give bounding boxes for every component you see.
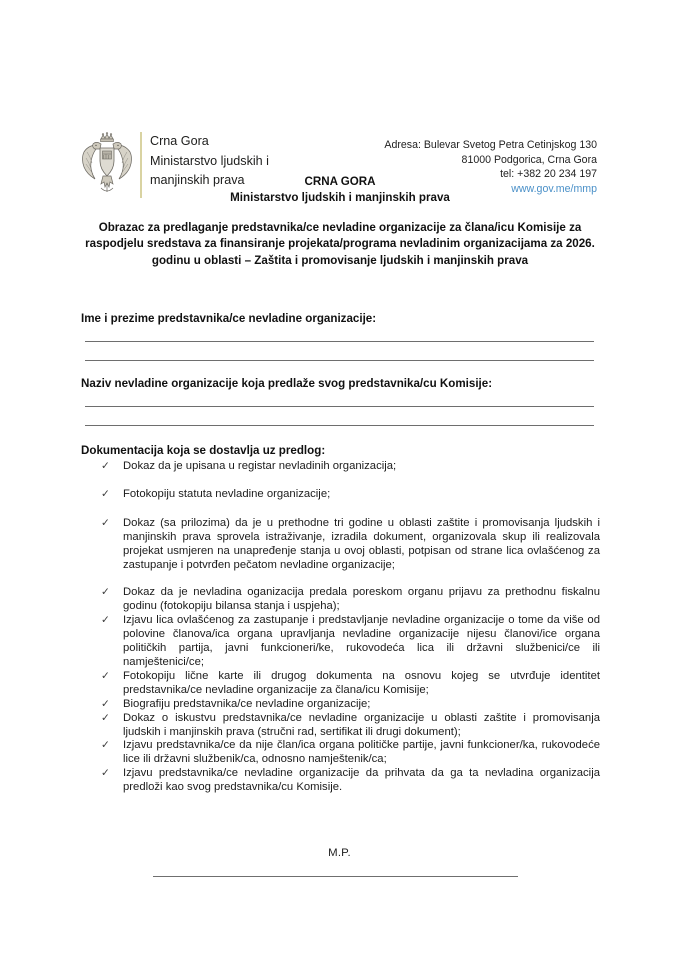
check-icon: ✓ [101, 669, 110, 682]
representative-name-input-line-1[interactable] [85, 341, 594, 342]
list-item [100, 712, 600, 740]
ministry-title: Ministarstvo ljudskih i manjinskih prava [230, 191, 450, 204]
list-item [100, 670, 600, 698]
check-icon: ✓ [101, 739, 110, 752]
address-line-street: Adresa: Bulevar Svetog Petra Cetinjskog 130 [384, 139, 597, 151]
list-item [100, 767, 600, 795]
list-item [100, 698, 600, 712]
documentation-heading: Dokumentacija koja se dostavlja uz predlog: [81, 444, 326, 457]
list-item-text: Dokaz o iskustvu predstavnika/ce nevladine organizacije u oblasti zaštite i promovisanja ljudskih i manjinskih prava (stručni rad, sertifikat ili drugi dokument); [123, 711, 600, 738]
check-icon: ✓ [101, 586, 110, 599]
check-icon: ✓ [101, 711, 110, 724]
country-title: CRNA GORA [304, 175, 376, 188]
list-item [100, 739, 600, 767]
stamp-place-label: M.P. [328, 847, 351, 859]
list-item [100, 614, 600, 670]
check-icon: ✓ [101, 767, 110, 780]
list-item [100, 460, 600, 474]
address-line-phone: tel: +382 20 234 197 [500, 168, 597, 181]
check-icon: ✓ [101, 614, 110, 627]
ministry-line-2: Ministarstvo ljudskih i [150, 153, 269, 168]
document-title-block [84, 174, 596, 206]
organization-name-input-line-2[interactable] [85, 425, 594, 426]
list-item-text: Izjavu lica ovlašćenog za zastupanje i predstavljanje nevladine organizacije o tome da više od polovine članova/ica organa upravljanja nevladine organizacije nijesu članovi/ice organa političkih partija, javni funkcioneri/ke, rukovodeća lica ili državni službenici/ce ili namještenici/ce; [123, 614, 600, 668]
list-item-text: Biografiju predstavnika/ce nevladine organizacije; [123, 697, 371, 710]
check-icon: ✓ [101, 516, 110, 529]
page-title: Obrazac za predlaganje predstavnika/ce nevladine organizacije za člana/icu Komisije za raspodjelu sredstava za finansiranje projekata/programa nevladinim organizacijama za 2026. godinu u oblasti – Zaštita i promovisanje ljudskih i manjinskih prava [85, 221, 595, 267]
documentation-list [100, 460, 600, 795]
list-item [100, 586, 600, 614]
representative-name-input-line-2[interactable] [85, 360, 594, 361]
list-item-text: Dokaz da je upisana u registar nevladinih organizacija; [123, 460, 397, 472]
address-line-city: 81000 Podgorica, Crna Gora [461, 153, 597, 166]
list-item-text: Izjavu predstavnika/ce nevladine organizacije da prihvata da ga ta nevladina organizacija predloži kao svog predstavnika/cu Komisije. [123, 767, 600, 794]
list-item-text: Dokaz da je nevladina oganizacija predala poreskom organu prijavu za prethodnu fiskalnu godinu (fotokopiju bilansa stanja i uspjeha); [123, 586, 600, 613]
check-icon: ✓ [101, 460, 110, 472]
website-link[interactable]: www.gov.me/mmp [511, 182, 597, 195]
ministry-line-3: manjinskih prava [150, 173, 245, 187]
organization-name-input-line-1[interactable] [85, 406, 594, 407]
representative-name-label: Ime i prezime predstavnika/ce nevladine organizacije: [81, 312, 377, 325]
list-item-text: Fotokopiju statuta nevladine organizacije; [123, 487, 331, 500]
check-icon: ✓ [101, 487, 110, 500]
list-item-text: Izjavu predstavnika/ce da nije član/ica organa političke partije, javni funkcioner/ka, rukovodeće lice ili državni službenik/ca, odnosno namještenik/ca; [123, 739, 600, 766]
list-item [100, 517, 600, 573]
ministry-line-1: Crna Gora [150, 134, 209, 148]
list-item [100, 488, 600, 502]
list-item-text: Fotokopiju lične karte ili drugog dokumenta na osnovu kojeg se utvrđuje identitet predstavnika/ce nevladine organizacije za člana/icu Komisije; [123, 669, 600, 696]
organization-name-label: Naziv nevladine organizacije koja predlaže svog predstavnika/cu Komisije: [81, 377, 493, 390]
check-icon: ✓ [101, 697, 110, 710]
document-header [0, 62, 679, 195]
signature-line[interactable] [153, 876, 518, 877]
list-item-text: Dokaz (sa prilozima) da je u prethodne tri godine u oblasti zaštite i promovisanja ljudskih i manjinskih prava sprovela istraživanje, izradila dokument, organizovala skup ili realizovala projekat usmjeren na unapređenje stanja u ovoj oblasti, potpisan od strane lica ovlašćenog za zastupanje i potvrđen pečatom nevladine organizacije; [123, 516, 600, 571]
